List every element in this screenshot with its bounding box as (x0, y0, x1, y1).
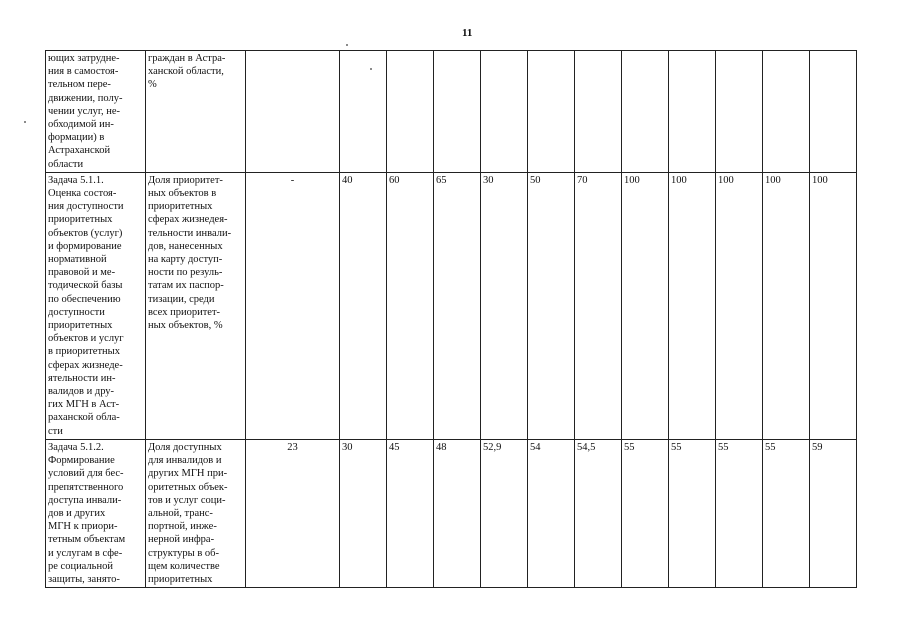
value-cell: 45 (387, 439, 434, 587)
table-row (46, 439, 857, 587)
value-cell (434, 51, 481, 173)
value-cell: 40 (340, 172, 387, 439)
value-cell: 48 (434, 439, 481, 587)
indicators-table (45, 50, 857, 588)
value-cell: 59 (810, 439, 857, 587)
value-cell: 100 (716, 172, 763, 439)
task-cell: Задача 5.1.1. Оценка состоя- ния доступности приоритетных объектов (услуг) и формирование нормативной правовой и ме- тодической базы по обеспечению доступности приоритетных объектов и услуг в приоритетных сферах жизнеде- ятельности ин- валидов и дру- гих МГН в Аст- раханской обла- сти (46, 172, 146, 439)
value-cell (575, 51, 622, 173)
task-cell: ющих затрудне- ния в самостоя- тельном пере- движении, полу- чении услуг, не- обходимой ин- формации) в Астраханской области (46, 51, 146, 173)
value-cell: 70 (575, 172, 622, 439)
value-cell: 50 (528, 172, 575, 439)
value-cell: 55 (716, 439, 763, 587)
page-number: 11 (462, 27, 473, 39)
table-row (46, 172, 857, 439)
scan-speck (346, 44, 348, 46)
value-cell: 100 (669, 172, 716, 439)
value-cell: 100 (622, 172, 669, 439)
indicator-cell: граждан в Астра- ханской области, % (146, 51, 246, 173)
value-cell: 52,9 (481, 439, 528, 587)
value-cell: 54,5 (575, 439, 622, 587)
value-cell: 30 (481, 172, 528, 439)
value-cell: - (246, 172, 340, 439)
value-cell: 60 (387, 172, 434, 439)
value-cell (669, 51, 716, 173)
value-cell: 100 (810, 172, 857, 439)
indicator-cell: Доля приоритет- ных объектов в приоритетных сферах жизнедея- тельности инвали- дов, нанесенных на карту доступ- ности по резуль- татам их паспор- тизации, среди всех приоритет- ных объектов, % (146, 172, 246, 439)
value-cell (387, 51, 434, 173)
value-cell (528, 51, 575, 173)
value-cell (763, 51, 810, 173)
value-cell (622, 51, 669, 173)
table-row (46, 51, 857, 173)
value-cell (340, 51, 387, 173)
value-cell: 55 (622, 439, 669, 587)
value-cell (716, 51, 763, 173)
scan-speck (24, 121, 26, 123)
task-cell: Задача 5.1.2. Формирование условий для бес- препятственного доступа инвали- дов и других МГН к приори- тетным объектам и услугам в сфе- ре социальной защиты, занято- (46, 439, 146, 587)
indicator-cell: Доля доступных для инвалидов и других МГН при- оритетных объек- тов и услуг соци- альной, транс- портной, инже- нерной инфра- структуры в об- щем количестве приоритетных (146, 439, 246, 587)
value-cell: 55 (763, 439, 810, 587)
value-cell (810, 51, 857, 173)
value-cell: 30 (340, 439, 387, 587)
value-cell: 65 (434, 172, 481, 439)
value-cell: 23 (246, 439, 340, 587)
value-cell: 100 (763, 172, 810, 439)
value-cell (481, 51, 528, 173)
value-cell: 55 (669, 439, 716, 587)
value-cell (246, 51, 340, 173)
value-cell: 54 (528, 439, 575, 587)
